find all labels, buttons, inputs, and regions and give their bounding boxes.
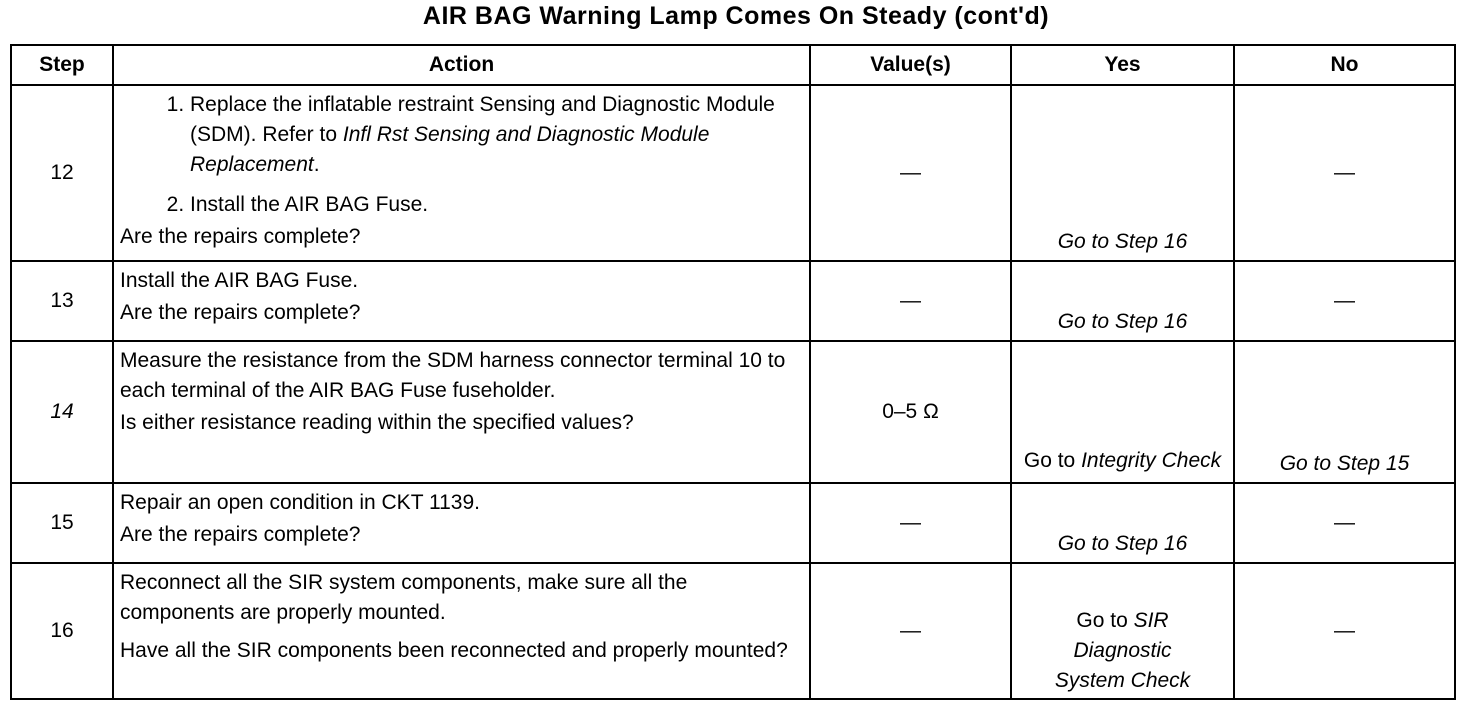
no-cell: — bbox=[1234, 563, 1455, 699]
no-cell: — bbox=[1234, 85, 1455, 261]
action-cell bbox=[113, 563, 810, 699]
yes-cell: Go to Step 16 bbox=[1011, 483, 1234, 563]
action-cell bbox=[113, 261, 810, 341]
step-number: 16 bbox=[11, 563, 113, 699]
action-text: Install the AIR BAG Fuse. bbox=[120, 269, 359, 292]
action-question: Are the repairs complete? bbox=[120, 523, 361, 546]
table-row bbox=[11, 563, 1455, 699]
table-header-row bbox=[11, 45, 1455, 85]
reference-link: Infl Rst Sensing and Diagnostic Module Replacement bbox=[190, 123, 710, 176]
value-cell: — bbox=[810, 563, 1011, 699]
action-text: Reconnect all the SIR system components, make sure all the components are properly mounted. bbox=[120, 571, 688, 624]
no-cell: Go to Step 15 bbox=[1234, 341, 1455, 483]
step-number: 13 bbox=[11, 261, 113, 341]
value-cell: — bbox=[810, 483, 1011, 563]
yes-cell: Go to Step 16 bbox=[1011, 261, 1234, 341]
step-number: 15 bbox=[11, 483, 113, 563]
diagnostic-table bbox=[10, 44, 1456, 700]
value-cell: 0–5 Ω bbox=[810, 341, 1011, 483]
yes-cell: Go to Step 16 bbox=[1011, 85, 1234, 261]
value-cell: — bbox=[810, 261, 1011, 341]
table-row bbox=[11, 341, 1455, 483]
yes-cell: Go to SIR Diagnostic System Check bbox=[1011, 563, 1234, 699]
header-no: No bbox=[1234, 45, 1455, 85]
table-row bbox=[11, 483, 1455, 563]
list-item: 1. Replace the inflatable restraint Sensing and Diagnostic Module (SDM). Refer to Infl Rst Sensing and Diagnostic Module Replacement. bbox=[190, 90, 803, 180]
action-cell bbox=[113, 85, 810, 261]
reference-link: SIR Diagnostic System Check bbox=[1054, 609, 1191, 692]
action-list bbox=[120, 90, 803, 220]
value-cell: — bbox=[810, 85, 1011, 261]
reference-link: Integrity Check bbox=[1081, 449, 1222, 472]
action-cell bbox=[113, 341, 810, 483]
header-yes: Yes bbox=[1011, 45, 1234, 85]
no-cell: — bbox=[1234, 483, 1455, 563]
header-action: Action bbox=[113, 45, 810, 85]
table-row bbox=[11, 85, 1455, 261]
action-text: Repair an open condition in CKT 1139. bbox=[120, 491, 480, 514]
header-step: Step bbox=[11, 45, 113, 85]
action-cell bbox=[113, 483, 810, 563]
action-question: Are the repairs complete? bbox=[120, 225, 361, 248]
list-item: 2. Install the AIR BAG Fuse. bbox=[190, 190, 803, 220]
page-title: AIR BAG Warning Lamp Comes On Steady (cont'd) bbox=[422, 2, 1050, 30]
step-number: 12 bbox=[11, 85, 113, 261]
yes-cell: Go to Integrity Check bbox=[1011, 341, 1234, 483]
no-cell: — bbox=[1234, 261, 1455, 341]
table-row bbox=[11, 261, 1455, 341]
action-question: Is either resistance reading within the specified values? bbox=[120, 411, 634, 434]
action-question: Are the repairs complete? bbox=[120, 301, 361, 324]
header-values: Value(s) bbox=[810, 45, 1011, 85]
action-text: Measure the resistance from the SDM harness connector terminal 10 to each terminal of the AIR BAG Fuse fuseholder. bbox=[120, 349, 786, 402]
action-question: Have all the SIR components been reconnected and properly mounted? bbox=[120, 639, 788, 662]
step-number: 14 bbox=[11, 341, 113, 483]
